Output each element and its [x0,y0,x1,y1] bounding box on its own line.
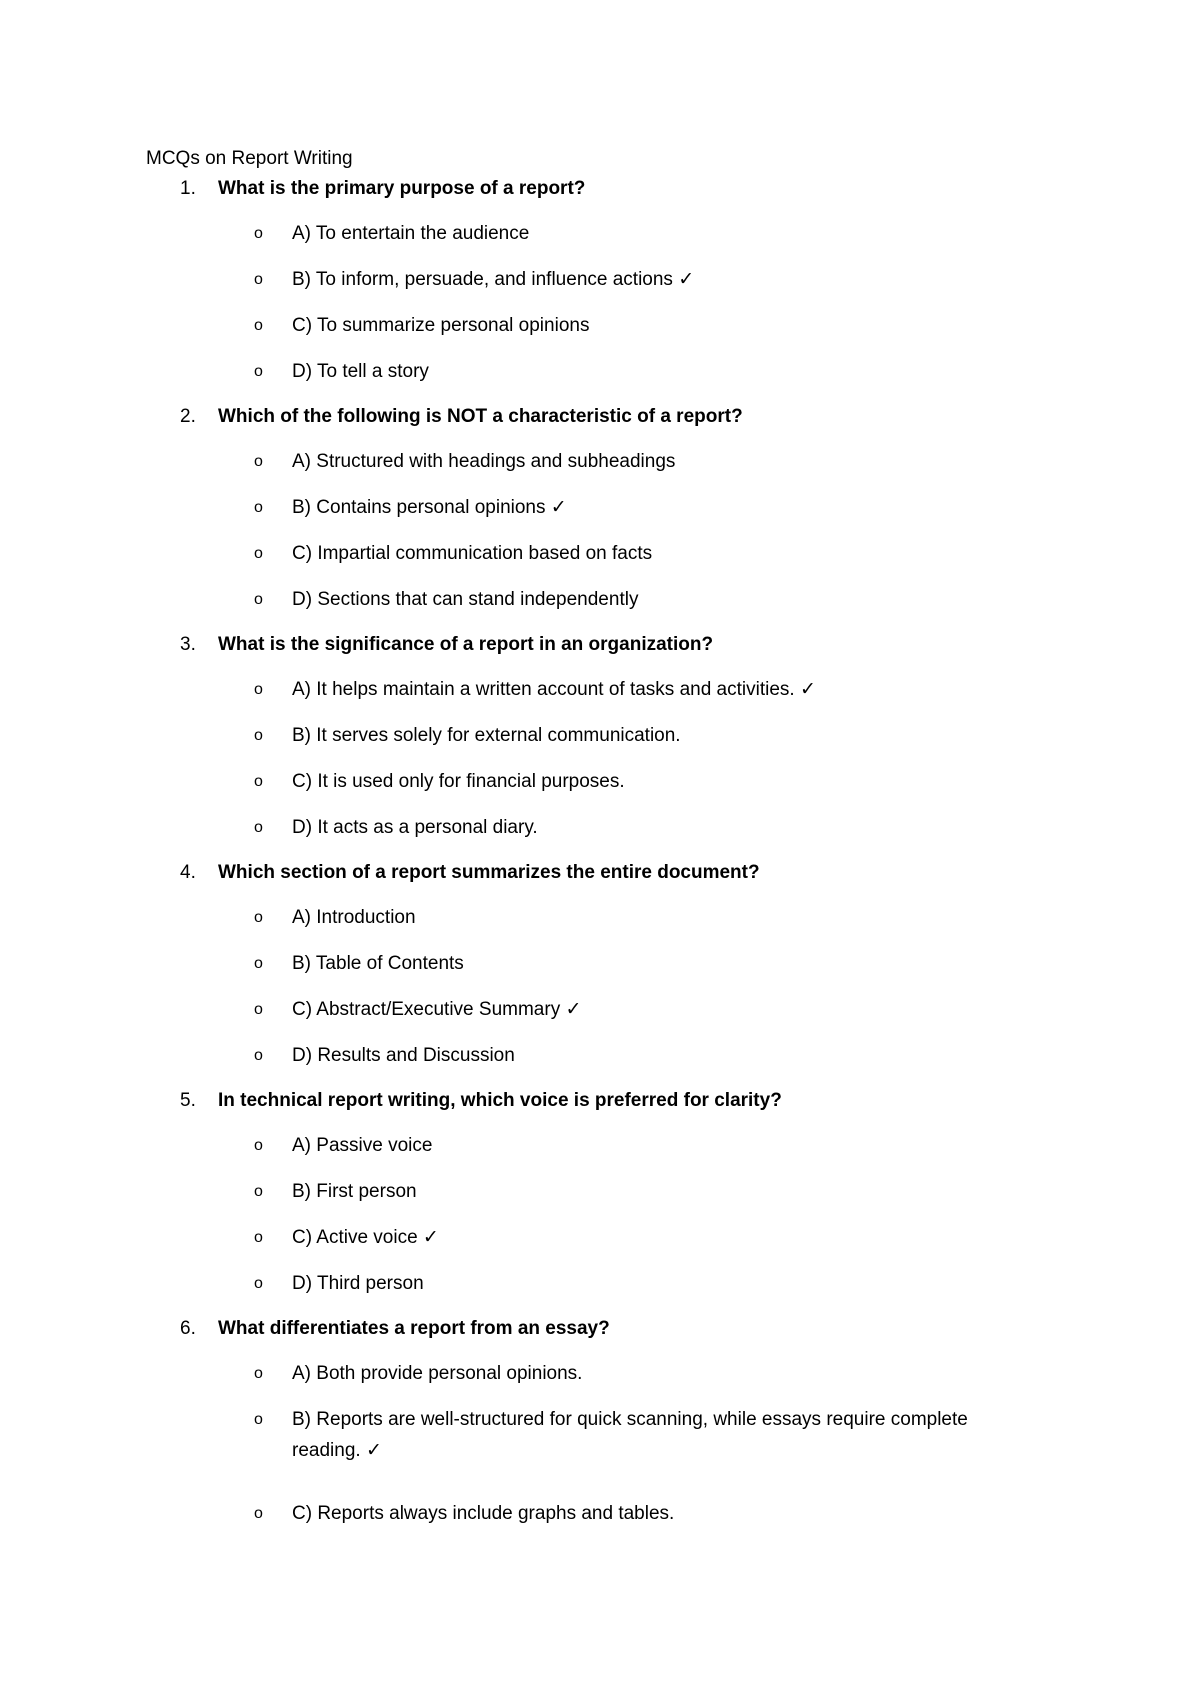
bullet-icon: o [254,1275,263,1292]
option-text: B) Contains personal opinions ✓ [292,497,567,518]
option-text: A) Both provide personal opinions. [292,1363,583,1384]
option-text: A) It helps maintain a written account of tasks and activities. ✓ [292,679,816,700]
bullet-icon: o [254,819,263,836]
question-text: Which of the following is NOT a characteristic of a report? [218,406,743,427]
bullet-icon: o [254,681,263,698]
option-text: A) Passive voice [292,1135,433,1156]
document-title: MCQs on Report Writing [146,148,353,169]
question-number: 3. [180,634,196,655]
bullet-icon: o [254,727,263,744]
option-text: A) Introduction [292,907,416,928]
bullet-icon: o [254,1001,263,1018]
option-text: C) It is used only for financial purposes. [292,771,625,792]
bullet-icon: o [254,591,263,608]
question-2 [0,405,1200,435]
question-text: Which section of a report summarizes the entire document? [218,862,760,883]
option-text: D) Sections that can stand independently [292,589,639,610]
question-number: 2. [180,406,196,427]
bullet-icon: o [254,955,263,972]
bullet-icon: o [254,1365,263,1382]
question-number: 4. [180,862,196,883]
bullet-icon: o [254,1411,263,1428]
question-4 [0,861,1200,891]
question-number: 1. [180,178,196,199]
question-text: What is the significance of a report in an organization? [218,634,714,655]
option-text: B) Reports are well-structured for quick scanning, while essays require complete reading. ✓ [292,1409,968,1461]
bullet-icon: o [254,225,263,242]
option-text: D) Third person [292,1273,424,1294]
bullet-icon: o [254,453,263,470]
option-text: C) Reports always include graphs and tables. [292,1503,675,1524]
bullet-icon: o [254,1047,263,1064]
option-text: C) Impartial communication based on facts [292,543,653,564]
bullet-icon: o [254,773,263,790]
question-text: In technical report writing, which voice is preferred for clarity? [218,1090,782,1111]
question-text: What differentiates a report from an essay? [218,1318,610,1339]
bullet-icon: o [254,1183,263,1200]
option-text: B) It serves solely for external communication. [292,725,681,746]
bullet-icon: o [254,909,263,926]
bullet-icon: o [254,1137,263,1154]
question-5 [0,1089,1200,1119]
question-text: What is the primary purpose of a report? [218,178,586,199]
option-text: D) To tell a story [292,361,429,382]
question-1 [0,177,1200,207]
option-text: C) Abstract/Executive Summary ✓ [292,999,582,1020]
option-text: B) First person [292,1181,417,1202]
option-text: C) Active voice ✓ [292,1227,439,1248]
option-text: A) Structured with headings and subheadings [292,451,676,472]
bullet-icon: o [254,271,263,288]
option-text: A) To entertain the audience [292,223,530,244]
option-text: B) Table of Contents [292,953,464,974]
bullet-icon: o [254,545,263,562]
bullet-icon: o [254,499,263,516]
option-text: D) It acts as a personal diary. [292,817,538,838]
question-6 [0,1317,1200,1347]
option-text: C) To summarize personal opinions [292,315,590,336]
question-3 [0,633,1200,663]
bullet-icon: o [254,317,263,334]
bullet-icon: o [254,363,263,380]
question-number: 6. [180,1318,196,1339]
option-text: B) To inform, persuade, and influence actions ✓ [292,269,695,290]
bullet-icon: o [254,1229,263,1246]
option-text: D) Results and Discussion [292,1045,515,1066]
bullet-icon: o [254,1505,263,1522]
question-number: 5. [180,1090,196,1111]
